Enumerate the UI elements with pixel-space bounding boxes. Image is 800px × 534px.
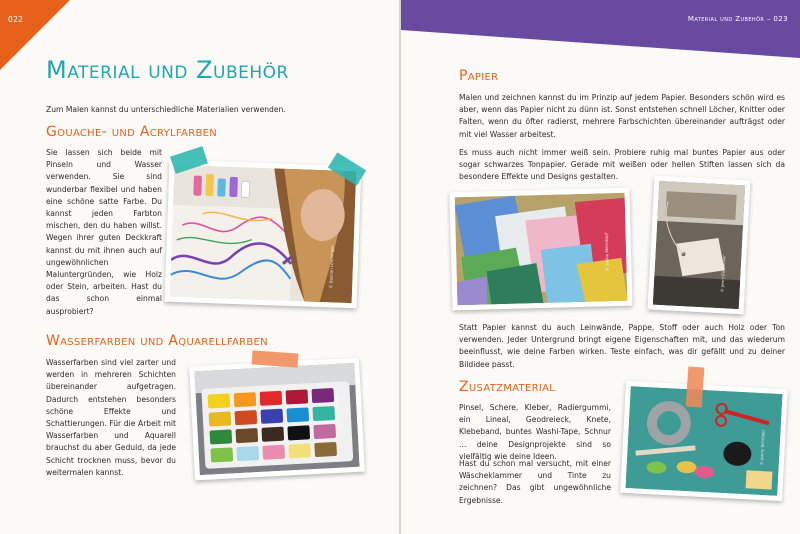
right-page (401, 0, 800, 534)
body-paper-1: Malen und zeichnen kannst du im Prinzip auf jedem Papier. Besonders schön wird es aber, wenn das Papier nicht zu dünn ist. Sonst entstehen schnell Löcher, Knitter oder Falten, wenn du öfter radierst, mehrere Farbschichten übereinander aufträgst oder mit viel Wasser arbeitest. (459, 93, 785, 139)
photo-colored-papers (449, 188, 632, 311)
body-paper-3: Statt Papier kannst du auch Leinwände, Pappe, Stoff oder auch Holz oder Ton verwenden. Jeder Untergrund bringt eigene Eigenschaften mit, und das wiederum beeinflusst, wie deine Farben wirken. Teste einfach, was dir gefällt und zu deiner Bildidee passt. (459, 323, 785, 369)
body-paper-2: Es muss auch nicht immer weiß sein. Probiere ruhig mal buntes Papier aus oder sogar schwarzes Tonpapier. Gerade mit weißen oder hellen Stiften lassen sich da besondere Effekte und Designs gestalten. (459, 148, 785, 182)
heading-accessories: Zusatzmaterial (459, 379, 556, 395)
body-watercolor: Wasserfarben sind viel zarter und werden in mehreren Schichten übereinander aufgetragen. Dadurch entstehen besonders schöne Effekte und Schattierungen. Für die Arbeit mit Wasserfarben und Aquarell brauchst du aber Geduld, da jede Schicht trocknen muss, bevor du weitermalen kannst. (46, 358, 176, 477)
photo-papers-image (455, 193, 628, 305)
heading-watercolor: Wasserfarben und Aquarellfarben (46, 333, 268, 349)
credit-supplies-photo: © Jenny Schröder (758, 429, 766, 466)
credit-girl-photo: © Bastian Lörchinger (328, 245, 335, 289)
washi-tape-orange-2 (686, 366, 705, 407)
page-title: Material und Zubehör (46, 56, 289, 84)
heading-paper: Papier (459, 68, 499, 84)
page-number-left: 022 (8, 15, 24, 24)
photo-craft-supplies (620, 381, 788, 501)
body-accessories-1: Pinsel, Schere, Kleber, Radiergummi, ein Lineal, Geodreieck, Knete, Klebeband, buntes Washi-Tape, Schnur ... deine Designprojekte sind so vielfältig wie deine Ideen. (459, 403, 611, 461)
body-accessories-2: Hast du schon mal versucht, mit einer Wäscheklammer und Tinte zu zeichnen? Das gibt ungewöhnliche Ergebnisse. (459, 459, 611, 505)
photo-supplies-image (625, 386, 782, 496)
photo-watercolor-box (189, 358, 365, 481)
heading-gouache: Gouache- und Acrylfarben (46, 124, 218, 140)
credit-papers-photo: © Sasha Weisskopf (603, 232, 610, 272)
photo-girl-painting (165, 160, 362, 309)
credit-tag-photo: © Jenni Büsbecker (719, 254, 727, 293)
intro-text: Zum Malen kannst du unterschiedliche Materialien verwenden. (46, 105, 286, 114)
body-gouache: Sie lassen sich beide mit Pinseln und Wasser verwenden. Sie sind wunderbar flexibel und haben eine schöne satte Farbe. Du kannst jeden Farbton mischen, den du haben willst. Wegen ihrer guten Deckkraft kannst du mit ihnen auch auf ungewöhnlichen Maluntergründen, wie Holz oder Stein, arbeiten. Hast du das schon einmal ausprobiert? (46, 148, 162, 316)
left-page (0, 0, 399, 534)
purple-header-band (401, 0, 800, 60)
photo-tag-image (653, 181, 745, 309)
running-head: Material und Zubehör – 023 (687, 15, 788, 23)
photo-paper-tag (648, 176, 751, 315)
credit-watercolor-photo: © Jenny Schröder (333, 392, 341, 428)
